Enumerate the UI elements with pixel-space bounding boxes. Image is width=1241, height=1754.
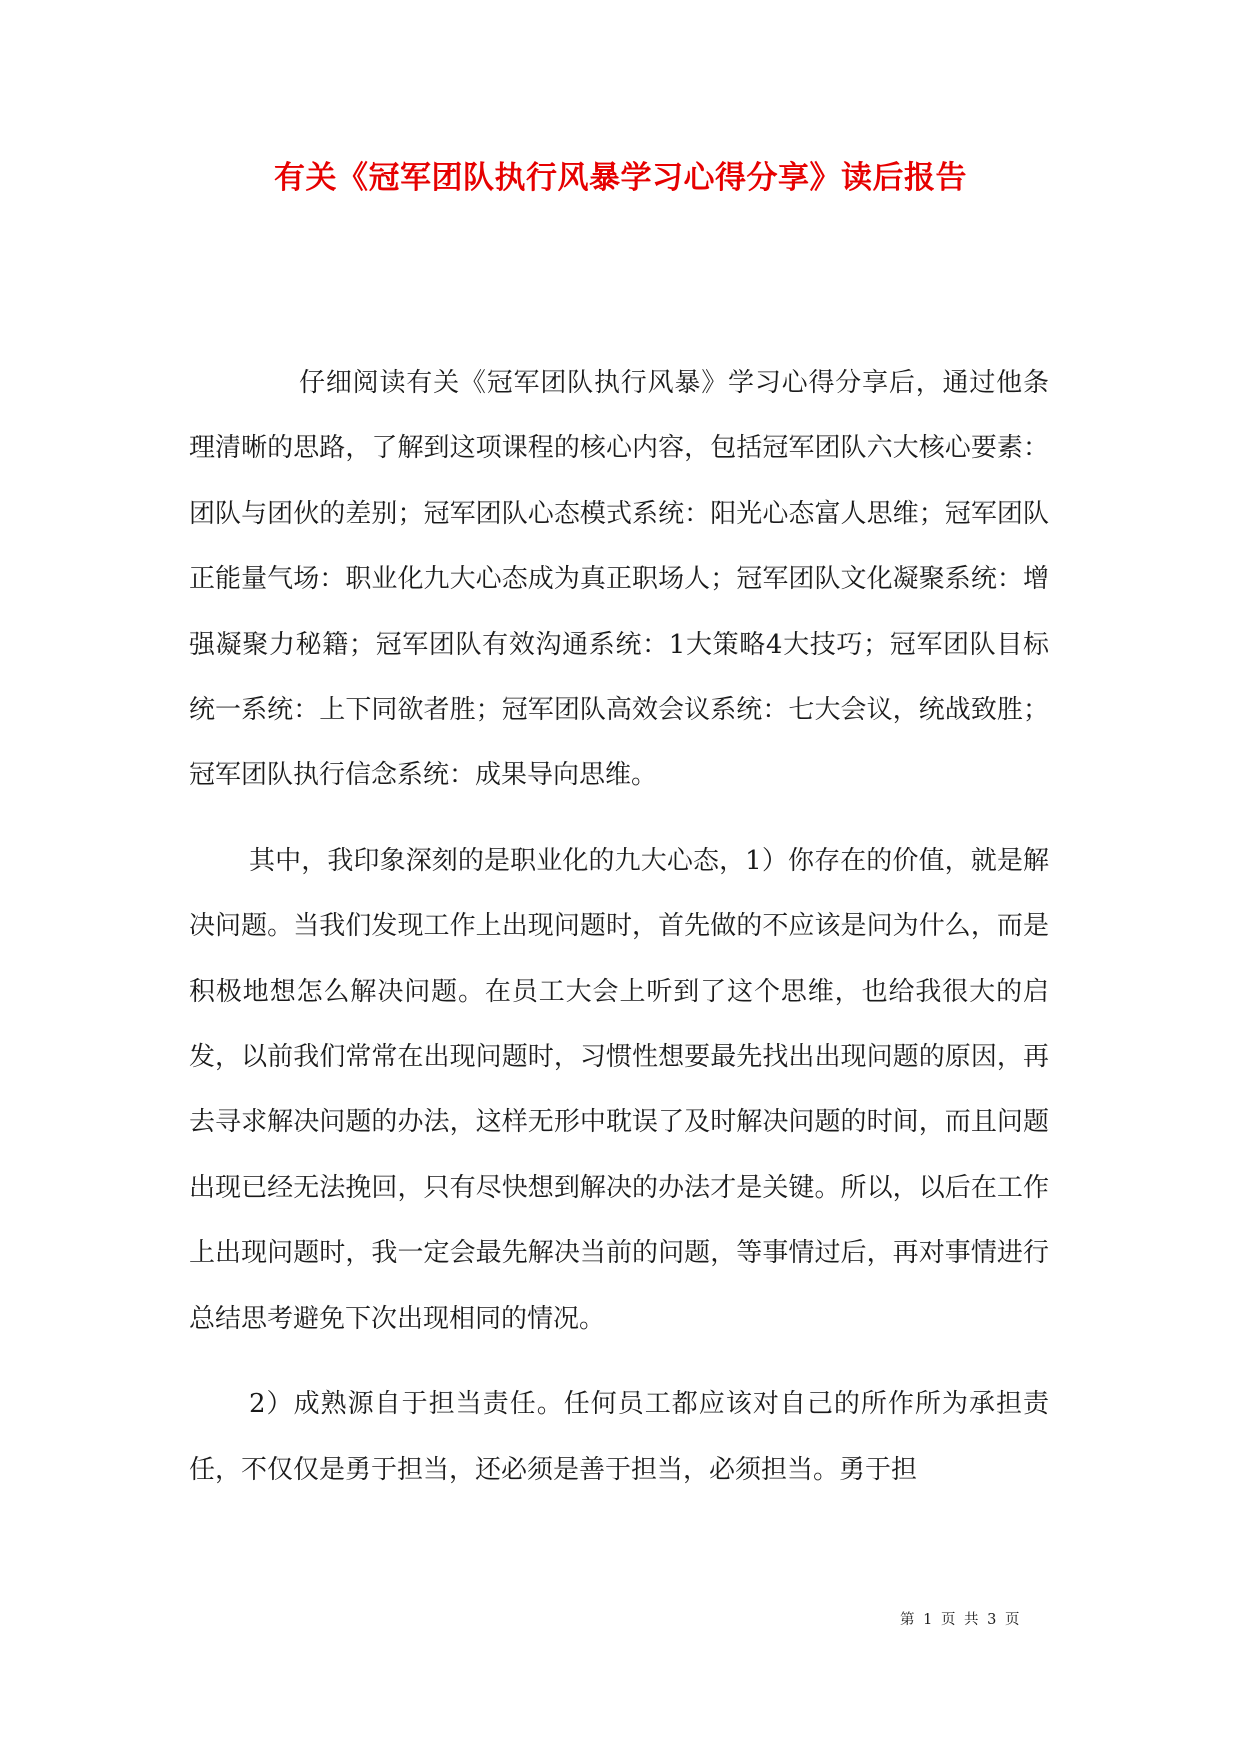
paragraph-3: 2）成熟源自于担当责任。任何员工都应该对自己的所作所为承担责任，不仅仅是勇于担当，还必须是善于担当，必须担当。勇于担 [189, 1389, 1049, 1485]
paragraph-1: 仔细阅读有关《冠军团队执行风暴》学习心得分享后，通过他条理清晰的思路，了解到这项课程的核心内容，包括冠军团队六大核心要素：团队与团伙的差别；冠军团队心态模式系统：阳光心态富人思维；冠军团队正能量气场：职业化九大心态成为真正职场人；冠军团队文化凝聚系统：增强凝聚力秘籍；冠军团队有效沟通系统：1大策略4大技巧；冠军团队目标统一系统：上下同欲者胜；冠军团队高效会议系统：七大会议，统战致胜；冠军团队执行信念系统：成果导向思维。 [189, 368, 1049, 791]
page-number-footer: 第 1 页 共 3 页 [900, 1612, 1022, 1628]
document-body [189, 351, 1049, 1523]
paragraph-2: 其中，我印象深刻的是职业化的九大心态，1）你存在的价值，就是解决问题。当我们发现工作上出现问题时，首先做的不应该是问为什么，而是积极地想怎么解决问题。在员工大会上听到了这个思维，也给我很大的启发，以前我们常常在出现问题时，习惯性想要最先找出出现问题的原因，再去寻求解决问题的办法，这样无形中耽误了及时解决问题的时间，而且问题出现已经无法挽回，只有尽快想到解决的办法才是关键。所以，以后在工作上出现问题时，我一定会最先解决当前的问题，等事情过后，再对事情进行总结思考避免下次出现相同的情况。 [189, 845, 1049, 1334]
document-title: 有关《冠军团队执行风暴学习心得分享》读后报告 [274, 160, 967, 196]
